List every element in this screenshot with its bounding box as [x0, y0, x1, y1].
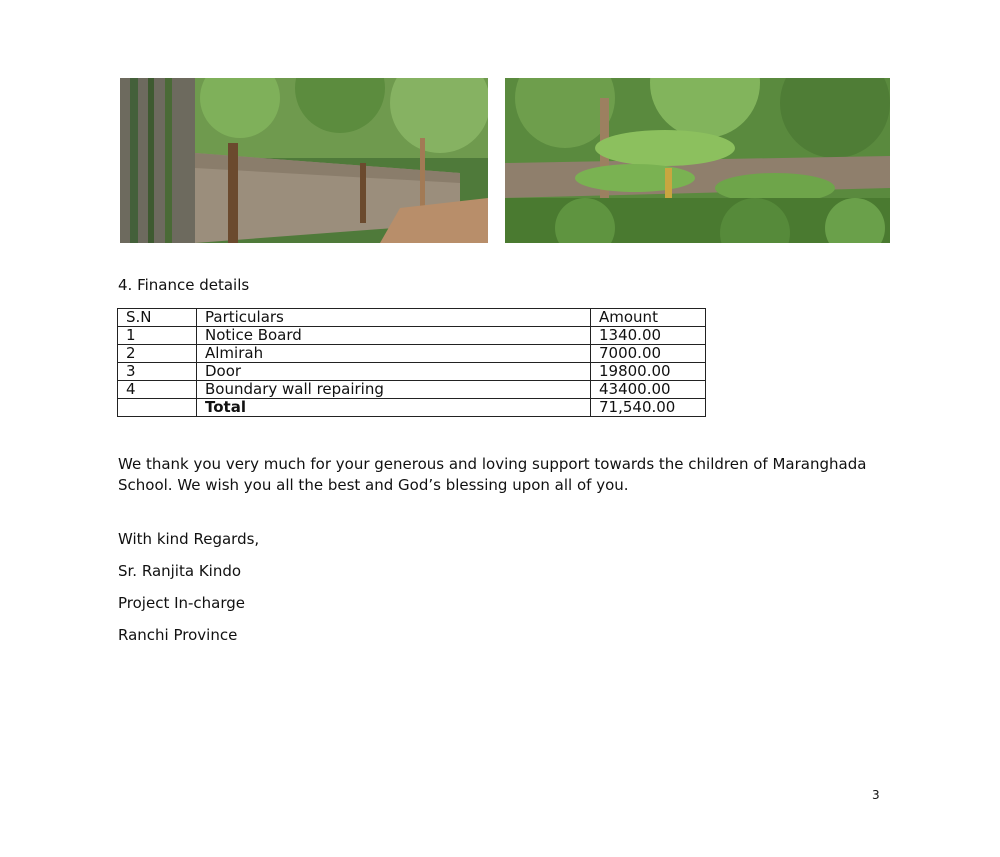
table-row: [118, 363, 706, 381]
signatory-name: Sr. Ranjita Kindo: [118, 562, 242, 580]
signatory-province: Ranchi Province: [118, 626, 238, 644]
thanks-paragraph: We thank you very much for your generous and loving support towards the children of Maranghada School. We wish you all the best and God’s blessing upon all of you.: [118, 455, 867, 494]
cell-particulars: Notice Board: [197, 327, 591, 345]
cell-sn: 1: [118, 327, 197, 345]
table-header-row: [118, 309, 706, 327]
header-sn: S.N: [118, 309, 197, 327]
total-amount: 71,540.00: [591, 399, 706, 417]
regards-line: With kind Regards,: [118, 530, 260, 548]
total-label: Total: [197, 399, 591, 417]
cell-particulars: Boundary wall repairing: [197, 381, 591, 399]
cell-particulars: Door: [197, 363, 591, 381]
cell-sn: 3: [118, 363, 197, 381]
table-total-row: [118, 399, 706, 417]
cell-sn: 4: [118, 381, 197, 399]
cell-amount: 7000.00: [591, 345, 706, 363]
cell-sn-empty: [118, 399, 197, 417]
table-row: [118, 327, 706, 345]
header-particulars: Particulars: [197, 309, 591, 327]
finance-heading: 4. Finance details: [118, 276, 250, 294]
cell-amount: 19800.00: [591, 363, 706, 381]
page-number: 3: [872, 788, 880, 802]
finance-table: [117, 308, 706, 417]
cell-sn: 2: [118, 345, 197, 363]
cell-amount: 43400.00: [591, 381, 706, 399]
signatory-role: Project In-charge: [118, 594, 246, 612]
boundary-wall-photo-right: [505, 78, 890, 243]
cell-particulars: Almirah: [197, 345, 591, 363]
table-row: [118, 345, 706, 363]
boundary-wall-photo-left: [120, 78, 488, 243]
cell-amount: 1340.00: [591, 327, 706, 345]
header-amount: Amount: [591, 309, 706, 327]
table-row: [118, 381, 706, 399]
